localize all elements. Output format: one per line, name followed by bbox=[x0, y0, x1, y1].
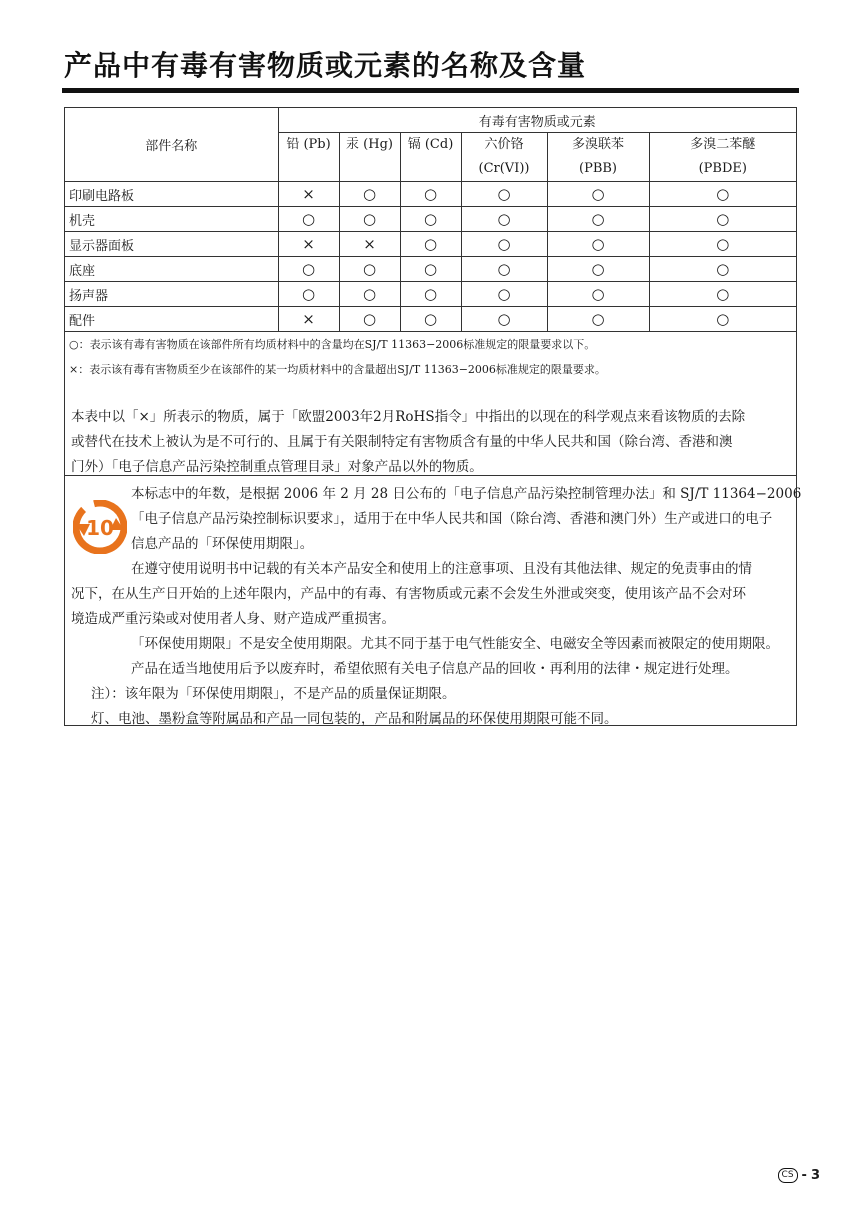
table-row bbox=[65, 182, 796, 207]
table-cell: ○ bbox=[339, 257, 400, 282]
table-cell: ○ bbox=[649, 257, 796, 282]
logo-text-line: 本标志中的年数，是根据 2006 年 2 月 28 日公布的「电子信息产品污染控制管理办法」和 SJ/T 11364−2006 bbox=[131, 486, 802, 502]
body-line: 况下，在从生产日开始的上述年限内，产品中的有毒、有害物质或元素不会发生外泄或突变，使用该产品不会对环 bbox=[71, 586, 746, 602]
table-cell: ○ bbox=[547, 232, 649, 257]
table-cell: × bbox=[278, 182, 339, 207]
body-line: 境造成严重污染或对使用者人身、财产造成严重损害。 bbox=[71, 611, 395, 627]
table-cell: ○ bbox=[339, 182, 400, 207]
body-line: 产品在适当地使用后予以废弃时，希望依照有关电子信息产品的回收・再利用的法律・规定进行处理。 bbox=[131, 661, 739, 677]
logo-number: 10 bbox=[86, 516, 114, 540]
table-cell: ○ bbox=[461, 282, 547, 307]
language-badge: CS bbox=[778, 1168, 798, 1183]
table-cell: ○ bbox=[547, 182, 649, 207]
table-cell: ○ bbox=[278, 207, 339, 232]
part-name: 配件 bbox=[65, 307, 278, 332]
page-separator: - bbox=[801, 1168, 807, 1183]
table-cell: ○ bbox=[278, 257, 339, 282]
table-cell: ○ bbox=[547, 207, 649, 232]
table-cell: ○ bbox=[649, 207, 796, 232]
page-footer bbox=[778, 1168, 820, 1183]
table-cell: ○ bbox=[461, 307, 547, 332]
hazardous-substance-box bbox=[64, 107, 802, 727]
table-cell: ○ bbox=[461, 232, 547, 257]
statement-line: 或替代在技术上被认为是不可行的、且属于有关限制特定有害物质含有量的中华人民共和国（除台湾、香港和澳 bbox=[71, 434, 733, 450]
substance-table bbox=[65, 108, 796, 332]
table-row bbox=[65, 207, 796, 232]
table-cell: ○ bbox=[649, 182, 796, 207]
table-cell: ○ bbox=[400, 307, 461, 332]
part-name-header: 部件名称 bbox=[65, 108, 278, 182]
part-name: 扬声器 bbox=[65, 282, 278, 307]
table-cell: × bbox=[339, 232, 400, 257]
part-name: 底座 bbox=[65, 257, 278, 282]
table-cell: ○ bbox=[649, 232, 796, 257]
table-cell: ○ bbox=[339, 307, 400, 332]
circle-note: ○：表示该有毒有害物质在该部件所有均质材料中的含量均在SJ/T 11363−2006标准规定的限量要求以下。 bbox=[69, 338, 596, 351]
logo-text-line: 信息产品的「环保使用期限」。 bbox=[131, 536, 314, 552]
title-rule bbox=[62, 88, 799, 93]
table-cell: ○ bbox=[400, 182, 461, 207]
body-line: 注）：该年限为「环保使用期限」，不是产品的质量保证期限。 bbox=[91, 686, 456, 702]
table-cell: ○ bbox=[649, 307, 796, 332]
table-cell: ○ bbox=[339, 282, 400, 307]
table-row bbox=[65, 232, 796, 257]
table-cell: ○ bbox=[547, 307, 649, 332]
column-header: 多溴联苯 (PBB) bbox=[547, 133, 649, 182]
column-header: 汞 (Hg) bbox=[339, 133, 400, 182]
table-row bbox=[65, 282, 796, 307]
page-title: 产品中有毒有害物质或元素的名称及含量 bbox=[64, 49, 587, 82]
column-header: 铅 (Pb) bbox=[278, 133, 339, 182]
statement-line: 门外）「电子信息产品污染控制重点管理目录」对象产品以外的物质。 bbox=[71, 459, 483, 475]
table-cell: ○ bbox=[400, 257, 461, 282]
table-cell: ○ bbox=[547, 257, 649, 282]
table-cell: ○ bbox=[461, 182, 547, 207]
body-line: 在遵守使用说明书中记载的有关本产品安全和使用上的注意事项、且没有其他法律、规定的免责事由的情 bbox=[131, 561, 752, 577]
cross-note: ×：表示该有毒有害物质至少在该部件的某一均质材料中的含量超出SJ/T 11363−2006标准规定的限量要求。 bbox=[69, 363, 606, 376]
section-divider bbox=[65, 475, 796, 476]
column-header: 六价铬 (Cr(VI)) bbox=[461, 133, 547, 182]
column-header: 多溴二苯醚 (PBDE) bbox=[649, 133, 796, 182]
logo-text-line: 「电子信息产品污染控制标识要求」，适用于在中华人民共和国（除台湾、香港和澳门外）生产或进口的电子 bbox=[131, 511, 773, 527]
table-cell: ○ bbox=[547, 282, 649, 307]
substance-group-header: 有毒有害物质或元素 bbox=[278, 108, 796, 133]
table-cell: ○ bbox=[461, 257, 547, 282]
body-line: 「环保使用期限」不是安全使用期限。尤其不同于基于电气性能安全、电磁安全等因素而被限定的使用期限。 bbox=[131, 636, 779, 652]
part-name: 机壳 bbox=[65, 207, 278, 232]
page-number: 3 bbox=[810, 1168, 820, 1183]
table-cell: × bbox=[278, 307, 339, 332]
table-cell: ○ bbox=[400, 207, 461, 232]
statement-line: 本表中以「×」所表示的物质，属于「欧盟2003年2月RoHS指令」中指出的以现在的科学观点来看该物质的去除 bbox=[71, 409, 746, 425]
part-name: 印刷电路板 bbox=[65, 182, 278, 207]
table-cell: ○ bbox=[339, 207, 400, 232]
epup-10-year-logo bbox=[73, 500, 127, 554]
table-cell: ○ bbox=[649, 282, 796, 307]
table-cell: ○ bbox=[400, 232, 461, 257]
table-row bbox=[65, 307, 796, 332]
table-cell: ○ bbox=[461, 207, 547, 232]
table-cell: × bbox=[278, 232, 339, 257]
table-cell: ○ bbox=[278, 282, 339, 307]
table-row bbox=[65, 257, 796, 282]
body-line: 灯、电池、墨粉盒等附属品和产品一同包装的，产品和附属品的环保使用期限可能不同。 bbox=[91, 711, 618, 727]
column-header: 镉 (Cd) bbox=[400, 133, 461, 182]
table-cell: ○ bbox=[400, 282, 461, 307]
part-name: 显示器面板 bbox=[65, 232, 278, 257]
